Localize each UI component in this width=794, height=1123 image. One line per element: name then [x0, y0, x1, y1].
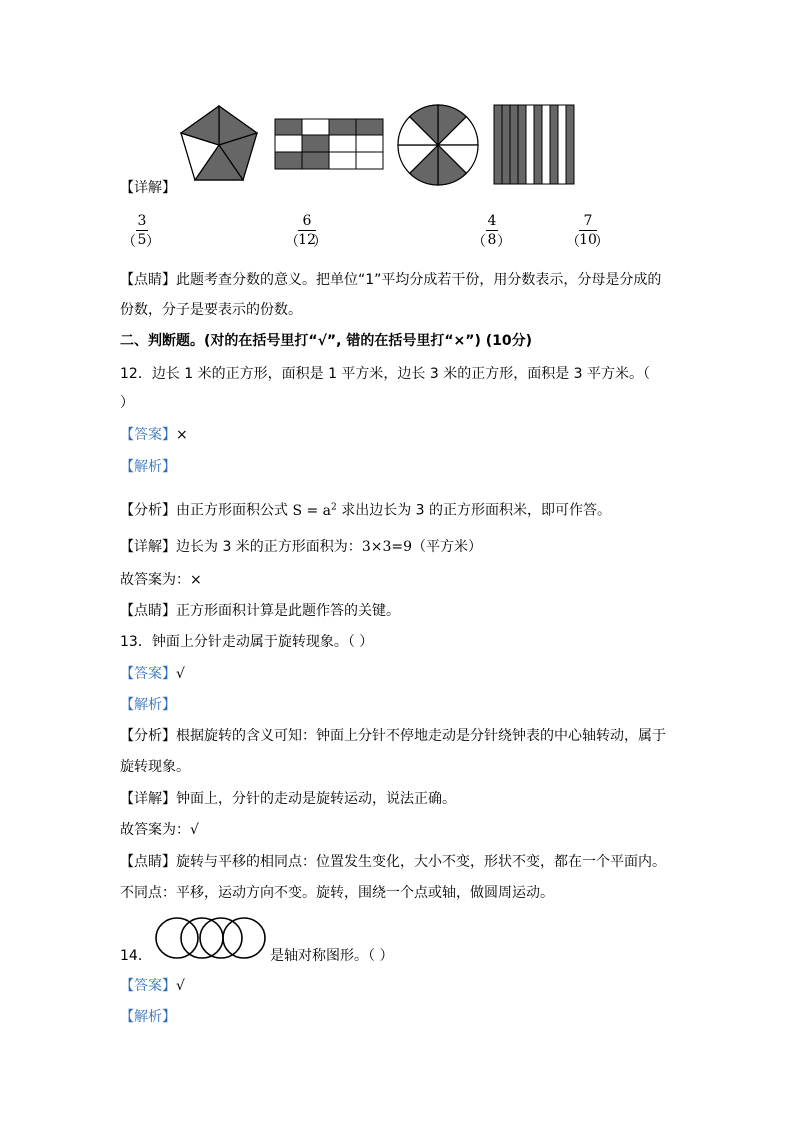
q12-detail-post: （平方米）: [412, 539, 482, 555]
q12-analysis: [120, 497, 611, 521]
close-paren-3: ）: [497, 234, 511, 250]
q12-detail-math: 3×3=9: [361, 539, 412, 555]
q13-analysis: [120, 726, 666, 746]
open-paren-3: （: [472, 234, 486, 250]
q14-answer-label: 【答案】: [120, 978, 176, 994]
q12-answer-value: ×: [176, 427, 188, 443]
q14-question: 是轴对称图形。（ ）: [270, 948, 394, 964]
q13-detail-label: 【详解】: [120, 791, 176, 807]
q12-analysis-label: 【分析】: [120, 502, 176, 519]
tip-text-2: 份数，分子是要表示的份数。: [120, 302, 302, 318]
q12-tip: [120, 601, 400, 621]
q13-answer: [120, 664, 185, 684]
q12-answer: [120, 425, 188, 445]
q12-jiexi-label: 【解析】: [120, 459, 176, 475]
q13-analysis-text-2: 旋转现象。: [120, 759, 190, 775]
q13-detail-text: 钟面上，分针的走动是旋转运动，说法正确。: [176, 791, 456, 807]
q12-tip-label: 【点睛】: [120, 603, 176, 619]
q14-jiexi-label: 【解析】: [120, 1009, 176, 1025]
q12-analysis-post: 求出边长为 3 的正方形面积米，即可作答。: [341, 502, 612, 519]
fraction-1-numerator: 3: [137, 213, 147, 229]
fraction-4-numerator: 7: [583, 213, 593, 229]
q13-analysis-label: 【分析】: [120, 728, 176, 744]
tip-label: 【点睛】: [120, 272, 176, 288]
q12-detail-pre: 边长为 3 米的正方形面积为：: [176, 539, 362, 555]
section-heading: 二、判断题。(对的在括号里打“√”, 错的在括号里打“×”) (10分): [120, 333, 533, 349]
open-paren-2: （: [285, 234, 299, 250]
fraction-3-denominator: 8: [487, 232, 497, 248]
figure-circle: [396, 103, 480, 187]
q13-jiexi-label: 【解析】: [120, 697, 176, 713]
q13-answer-value: √: [176, 666, 185, 682]
q14-answer-value: √: [176, 978, 185, 994]
q13-answer-label: 【答案】: [120, 666, 176, 682]
q12-detail: [120, 537, 482, 557]
q12-tip-text: 正方形面积计算是此题作答的关键。: [176, 603, 400, 619]
tip-text-1: 此题考查分数的意义。把单位“1”平均分成若干份，用分数表示，分母是分成的: [176, 272, 662, 288]
fraction-1-denominator: 5: [137, 232, 147, 248]
q13-tip-label: 【点睛】: [120, 854, 176, 870]
q12-detail-label: 【详解】: [120, 539, 176, 555]
q12-formula-exponent: 2: [331, 502, 337, 512]
q12-formula-base: S = a: [292, 502, 332, 519]
fraction-2-numerator: 6: [302, 213, 312, 229]
fraction-2-denominator: 12: [298, 232, 316, 248]
fraction-4-denominator: 10: [579, 232, 597, 248]
q13-tip-text-2: 不同点：平移，运动方向不变。旋转，围绕一个点或轴，做圆周运动。: [120, 885, 554, 901]
fraction-3-numerator: 4: [487, 213, 497, 229]
close-paren-4: ）: [595, 234, 609, 250]
q13-tip: [120, 852, 666, 872]
q12-analysis-pre: 由正方形面积公式: [176, 502, 288, 519]
q12-answer-label: 【答案】: [120, 427, 176, 443]
q12-question-line1: 12．边长 1 米的正方形，面积是 1 平方米，边长 3 米的正方形，面积是 3 平方米。（: [120, 366, 651, 382]
q13-analysis-text-1: 根据旋转的含义可知：钟面上分针不停地走动是分针绕钟表的中心轴转动，属于: [176, 728, 666, 744]
tip-paragraph: [120, 270, 661, 290]
q12-final: 故答案为：×: [120, 572, 202, 588]
detail-label: 【详解】: [120, 180, 176, 196]
q12-question-line2: ）: [120, 395, 134, 411]
close-paren-1: ）: [146, 234, 160, 250]
figure-pentagon: [178, 103, 260, 183]
q14-four-rings-figure: [150, 915, 268, 961]
q13-tip-text-1: 旋转与平移的相同点：位置发生变化，大小不变，形状不变，都在一个平面内。: [176, 854, 666, 870]
q13-question: 13．钟面上分针走动属于旋转现象。（ ）: [120, 634, 374, 650]
figure-striped-rectangle: [493, 104, 575, 186]
close-paren-2: ）: [313, 234, 327, 250]
open-paren-1: （: [122, 234, 136, 250]
q14-number: 14．: [120, 948, 152, 964]
q14-answer: [120, 976, 185, 996]
open-paren-4: （: [566, 234, 580, 250]
figure-rectangle-grid: [274, 118, 384, 170]
q13-final: 故答案为：√: [120, 822, 199, 838]
q13-detail: [120, 789, 456, 809]
q12-formula: [292, 503, 336, 519]
